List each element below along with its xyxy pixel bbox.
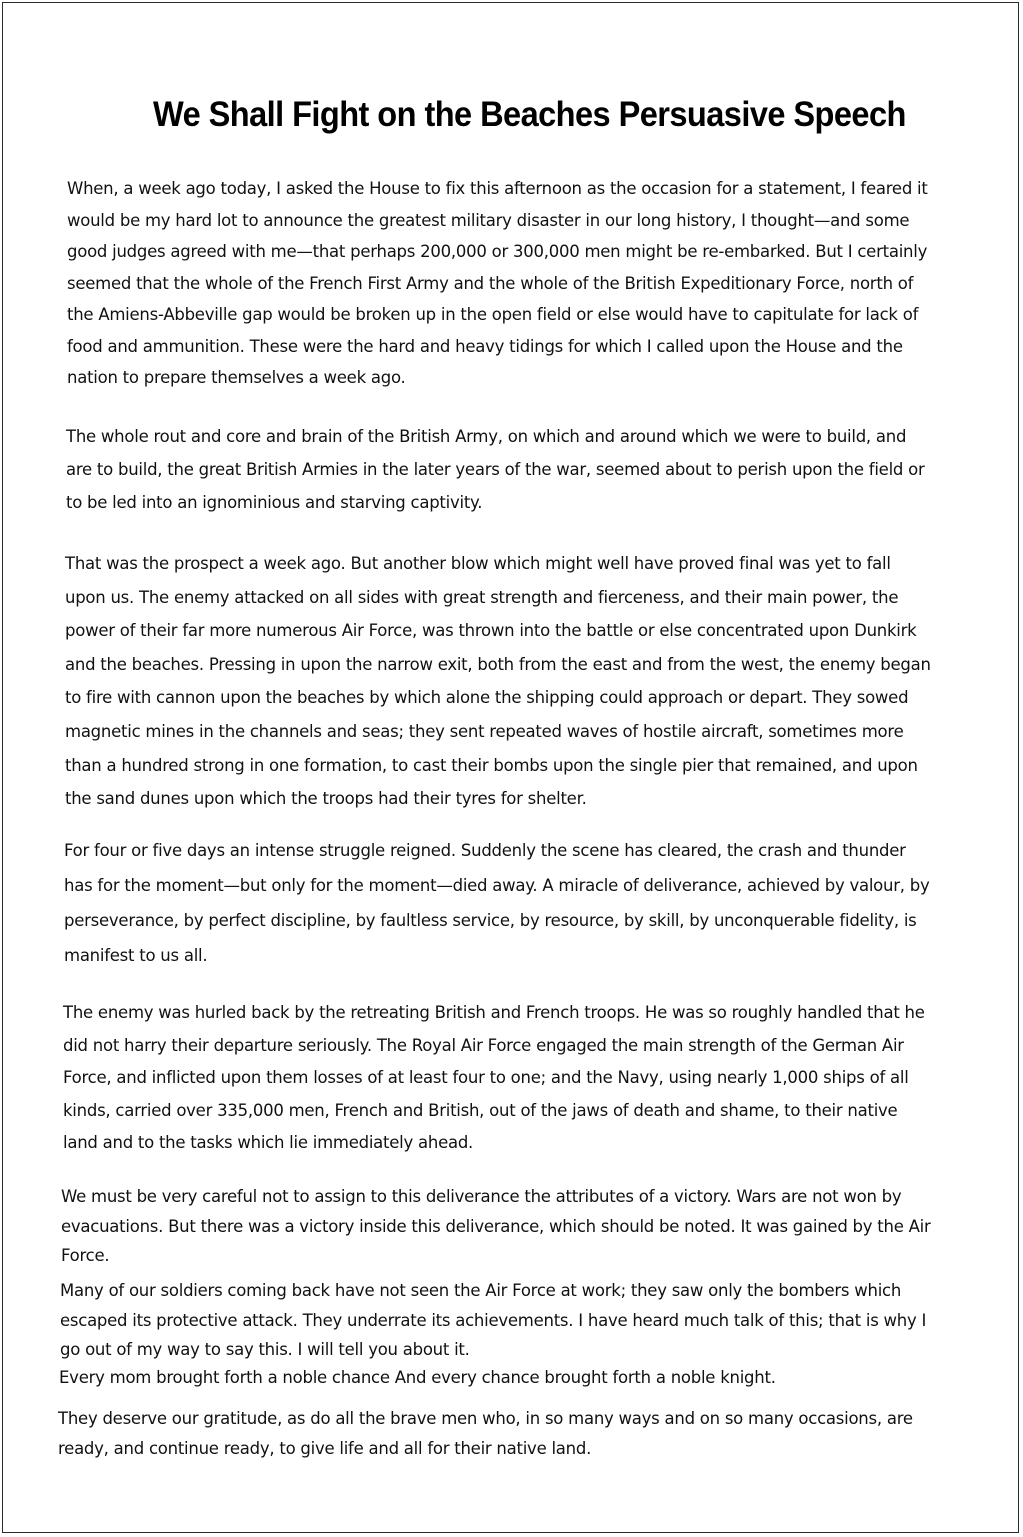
- paragraph-4: For four or five days an intense struggle reigned. Suddenly the scene has cleared, the crash and thunder has for the moment—but only for the moment—died away. A miracle of deliverance, achieved by valour, by perseverance, by perfect discipline, by faultless service, by resource, by skill, by unconquerable fidelity, is manifest to us all.: [64, 841, 930, 965]
- paragraph-9: They deserve our gratitude, as do all the brave men who, in so many ways and on so many occasions, are ready, and continue ready, to give life and all for their native land.: [58, 1409, 913, 1458]
- paragraph-6: We must be very careful not to assign to this deliverance the attributes of a victory. Wars are not won by evacuations. But there was a victory inside this deliverance, which should be noted. It was gained by the Air Force.: [61, 1187, 931, 1265]
- paragraph-1: When, a week ago today, I asked the House to fix this afternoon as the occasion for a statement, I feared it would be my hard lot to announce the greatest military disaster in our long history, I thought—and some good judges agreed with me—that perhaps 200,000 or 300,000 men might be re-embarked. But I certainly seemed that the whole of the French First Army and the whole of the British Expeditionary Force, north of the Amiens-Abbeville gap would be broken up in the open field or else would have to capitulate for lack of food and ammunition. These were the hard and heavy tidings for which I called upon the House and the nation to prepare themselves a week ago.: [67, 179, 928, 387]
- paragraph-5: The enemy was hurled back by the retreating British and French troops. He was so roughly handled that he did not harry their departure seriously. The Royal Air Force engaged the main strength of the German Air Force, and inflicted upon them losses of at least four to one; and the Navy, using nearly 1,000 ships of all kinds, carried over 335,000 men, French and British, out of the jaws of death and shame, to their native land and to the tasks which lie immediately ahead.: [63, 1003, 925, 1153]
- paragraph-7: Many of our soldiers coming back have not seen the Air Force at work; they saw only the bombers which escaped its protective attack. They underrate its achievements. I have heard much talk of this; that is why I go out of my way to say this. I will tell you about it.: [60, 1281, 927, 1359]
- paragraph-8: Every mom brought forth a noble chance And every chance brought forth a noble knight.: [59, 1368, 776, 1387]
- document-page: [2, 2, 1019, 1533]
- paragraph-2: The whole rout and core and brain of the British Army, on which and around which we were to build, and are to build, the great British Armies in the later years of the war, seemed about to perish upon the field or to be led into an ignominious and starving captivity.: [66, 427, 925, 512]
- paragraph-3: That was the prospect a week ago. But another blow which might well have proved final was yet to fall upon us. The enemy attacked on all sides with great strength and fierceness, and their main power, the power of their far more numerous Air Force, was thrown into the battle or else concentrated upon Dunkirk and the beaches. Pressing in upon the narrow exit, both from the east and from the west, the enemy began to fire with cannon upon the beaches by which alone the shipping could approach or depart. They sowed magnetic mines in the channels and seas; they sent repeated waves of hostile aircraft, sometimes more than a hundred strong in one formation, to cast their bombs upon the single pier that remained, and upon the sand dunes upon which the troops had their tyres for shelter.: [65, 554, 931, 809]
- document-title: We Shall Fight on the Beaches Persuasive Speech: [153, 95, 906, 134]
